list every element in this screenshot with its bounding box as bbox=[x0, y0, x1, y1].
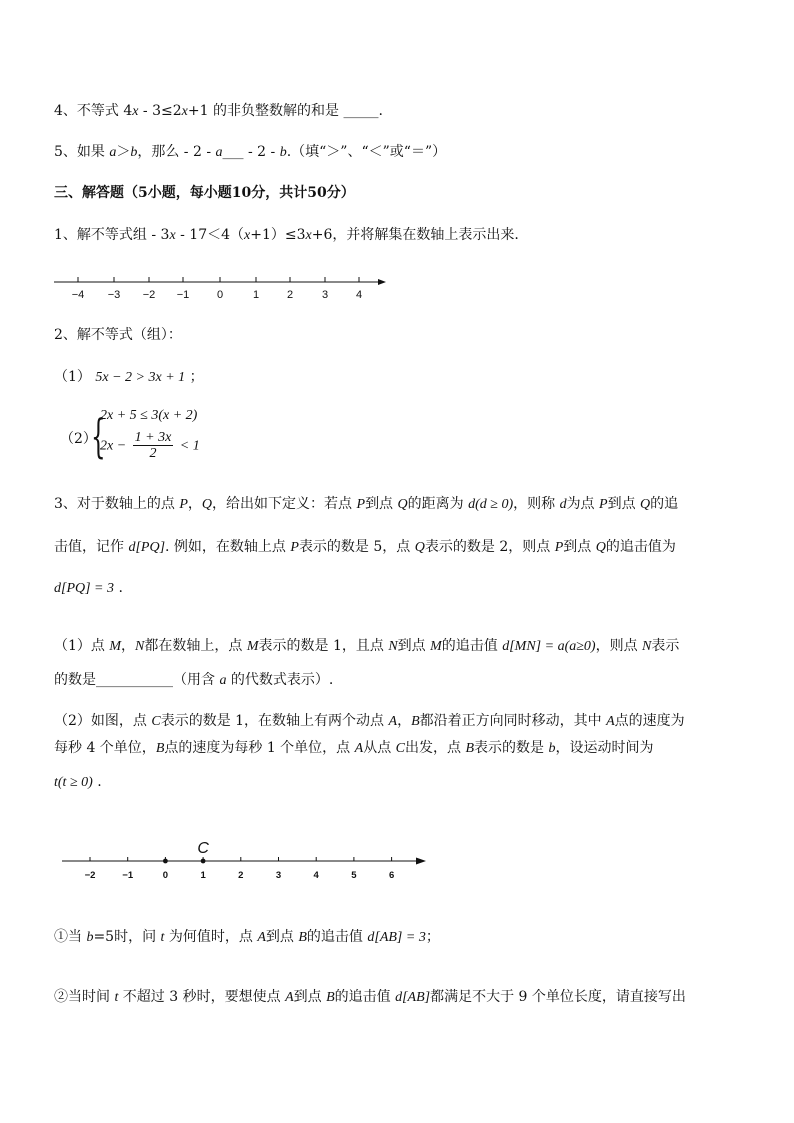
inequality-expression: 5x − 2 > 3x + 1 bbox=[95, 370, 186, 385]
var-A: A bbox=[354, 741, 364, 756]
problem-3-part-1-line-2 bbox=[54, 670, 333, 691]
text: 点的速度为每秒 1 个单位，点 bbox=[164, 740, 355, 756]
part-label: （1） bbox=[54, 369, 91, 385]
q4-text: - 3≤2 bbox=[138, 103, 182, 119]
text: ，则点 bbox=[595, 638, 643, 654]
text: 到点 bbox=[397, 638, 431, 654]
answer-blank: ___________ bbox=[96, 672, 173, 688]
text: . bbox=[92, 774, 102, 790]
text: 击值，记作 bbox=[54, 539, 129, 555]
system-row-2 bbox=[100, 430, 200, 461]
var-b: b bbox=[548, 741, 556, 756]
var-P: P bbox=[290, 540, 299, 555]
var-t: t bbox=[160, 930, 165, 945]
sub-question-2 bbox=[54, 987, 686, 1008]
q4-text: 4、不等式 4 bbox=[54, 103, 133, 119]
tick-label: −3 bbox=[107, 289, 121, 301]
text: 的追击值 bbox=[441, 638, 503, 654]
formula: d[PQ] = 3 bbox=[54, 581, 115, 596]
fraction bbox=[133, 430, 174, 461]
axis-arrow bbox=[378, 279, 386, 285]
var-x: x bbox=[244, 228, 251, 243]
text: ②当时间 bbox=[54, 989, 115, 1005]
text: 的追击值 bbox=[334, 989, 396, 1005]
var-d: d bbox=[559, 497, 567, 512]
var-P: P bbox=[554, 540, 564, 555]
problem-3-part-2-line-2 bbox=[54, 738, 653, 759]
var-P: P bbox=[599, 497, 608, 512]
text: 表示 bbox=[651, 638, 680, 654]
text: 的追击值 bbox=[306, 929, 368, 945]
problem-3-part-1-line-1 bbox=[54, 636, 679, 657]
point-label-c: C bbox=[197, 840, 209, 857]
text: 每秒 4 个单位， bbox=[54, 740, 156, 756]
p1-text: 1、解不等式组 - 3 bbox=[54, 227, 170, 243]
problem-1 bbox=[54, 225, 519, 246]
text: 表示的数是 5，点 bbox=[298, 539, 415, 555]
formula: d[AB] bbox=[395, 990, 431, 1005]
var-A: A bbox=[388, 714, 398, 729]
text: ，给出如下定义：若点 bbox=[212, 496, 357, 512]
problem-2-part-1 bbox=[54, 367, 204, 388]
problem-3-line-1 bbox=[54, 494, 678, 515]
var-b: b bbox=[86, 930, 94, 945]
var-x: x bbox=[132, 104, 139, 119]
var-B: B bbox=[465, 741, 475, 756]
var-N: N bbox=[135, 639, 145, 654]
var-Q: Q bbox=[397, 497, 408, 512]
tick-label: 2 bbox=[286, 289, 294, 301]
q5-text: 5、如果 bbox=[54, 144, 110, 160]
text: 到点 bbox=[365, 496, 398, 512]
var-a: a bbox=[215, 145, 223, 160]
system-brace: { bbox=[91, 409, 106, 463]
tick-label: −1 bbox=[176, 289, 190, 301]
problem-3-line-2 bbox=[54, 537, 676, 558]
text: 都在数轴上，点 bbox=[144, 638, 247, 654]
tick-label: −2 bbox=[142, 289, 156, 301]
var-P: P bbox=[179, 497, 188, 512]
number-line-2 bbox=[60, 832, 432, 888]
text: 的数是 bbox=[54, 672, 96, 688]
text: （2）如图，点 bbox=[54, 713, 152, 729]
text: 为何值时，点 bbox=[164, 929, 258, 945]
text: ， bbox=[187, 496, 202, 512]
text: 表示的数是 1，在数轴上有两个动点 bbox=[160, 713, 389, 729]
text: 都满足不大于 9 个单位长度，请直接写出 bbox=[430, 989, 686, 1005]
axis-arrow bbox=[416, 858, 426, 865]
text: 的代数式表示）. bbox=[226, 672, 334, 688]
text: 到点 bbox=[563, 539, 596, 555]
formula: d(d ≥ 0) bbox=[468, 497, 514, 512]
fraction-denominator: 2 bbox=[149, 446, 157, 461]
var-b: b bbox=[130, 145, 138, 160]
tick-label: 0 bbox=[162, 870, 169, 881]
formula: d[MN] = a(a≥0) bbox=[502, 639, 596, 654]
tick-label: 1 bbox=[200, 870, 206, 881]
p1-text: +6，并将解集在数轴上表示出来. bbox=[311, 227, 519, 243]
q4-text: . bbox=[378, 103, 383, 119]
point-dot bbox=[163, 859, 168, 864]
var-M: M bbox=[246, 639, 259, 654]
var-a: a bbox=[219, 673, 227, 688]
expr-part: < 1 bbox=[179, 438, 200, 454]
var-A: A bbox=[285, 990, 294, 1005]
text: 从点 bbox=[363, 740, 396, 756]
section-title: 三、解答题（5小题，每小题10分，共计50分） bbox=[54, 185, 355, 201]
var-t: t bbox=[114, 990, 119, 1005]
expr-part: 2x − bbox=[100, 438, 127, 454]
tick-label: −4 bbox=[71, 289, 85, 301]
text: ， bbox=[121, 638, 136, 654]
var-Q: Q bbox=[414, 540, 425, 555]
text: 出发，点 bbox=[405, 740, 466, 756]
var-B: B bbox=[298, 930, 307, 945]
p1-text: - 17＜4（ bbox=[175, 227, 245, 243]
tick-label: −2 bbox=[84, 870, 96, 881]
text: （1）点 bbox=[54, 638, 110, 654]
text: =5时，问 bbox=[93, 929, 161, 945]
var-B: B bbox=[326, 990, 335, 1005]
formula: d[PQ] bbox=[128, 540, 166, 555]
var-B: B bbox=[411, 714, 420, 729]
tick-label: −1 bbox=[122, 870, 134, 881]
text: ； bbox=[425, 929, 440, 945]
var-x: x bbox=[305, 228, 312, 243]
text: . 例如，在数轴上点 bbox=[165, 539, 291, 555]
text: 到点 bbox=[293, 989, 327, 1005]
text: ①当 bbox=[54, 929, 87, 945]
problem-3-part-2-line-1 bbox=[54, 711, 685, 732]
var-B: B bbox=[155, 741, 165, 756]
text: 为点 bbox=[566, 496, 600, 512]
text: 的追 bbox=[650, 496, 679, 512]
text: （用含 bbox=[173, 672, 220, 688]
var-x: x bbox=[169, 228, 176, 243]
text: 到点 bbox=[265, 929, 299, 945]
var-a: a bbox=[109, 145, 117, 160]
var-Q: Q bbox=[640, 497, 651, 512]
tick-label: 4 bbox=[313, 870, 319, 881]
formula: d[AB] = 3 bbox=[367, 930, 426, 945]
problem-3-line-3 bbox=[54, 578, 123, 599]
text: ，则称 bbox=[513, 496, 560, 512]
answer-blank: ___ bbox=[222, 144, 244, 160]
question-4 bbox=[54, 101, 383, 122]
text: 点的速度为 bbox=[614, 713, 685, 729]
q5-text: - 2 - bbox=[243, 144, 280, 160]
text: 到点 bbox=[607, 496, 641, 512]
problem-3-part-2-line-3 bbox=[54, 772, 102, 793]
var-A: A bbox=[257, 930, 266, 945]
text: 的追击值为 bbox=[605, 539, 676, 555]
p1-text: +1）≤3 bbox=[250, 227, 306, 243]
var-Q: Q bbox=[595, 540, 606, 555]
punctuation: ； bbox=[189, 369, 204, 385]
q5-text: ，那么 - 2 - bbox=[137, 144, 216, 160]
q5-text: ＞ bbox=[116, 144, 131, 160]
fraction-numerator: 1 + 3x bbox=[134, 430, 172, 445]
text: 不超过 3 秒时，要想使点 bbox=[118, 989, 286, 1005]
text: 的距离为 bbox=[407, 496, 469, 512]
point-dot bbox=[201, 859, 206, 864]
var-C: C bbox=[395, 741, 405, 756]
part-label: （2） bbox=[60, 431, 97, 447]
var-Q: Q bbox=[201, 497, 213, 512]
answer-blank: _____ bbox=[343, 103, 379, 119]
sub-question-1 bbox=[54, 927, 440, 948]
formula: t(t ≥ 0) bbox=[54, 775, 93, 790]
tick-label: 4 bbox=[355, 289, 363, 301]
var-N: N bbox=[642, 639, 652, 654]
tick-label: 6 bbox=[388, 870, 395, 881]
number-line-1 bbox=[50, 270, 395, 304]
question-5 bbox=[54, 142, 446, 163]
q5-text: .（填“＞”、“＜”或“＝”） bbox=[286, 144, 447, 160]
var-P: P bbox=[356, 497, 366, 512]
var-C: C bbox=[151, 714, 161, 729]
var-b: b bbox=[279, 145, 287, 160]
text: 表示的数是 1，且点 bbox=[258, 638, 389, 654]
tick-label: 3 bbox=[275, 870, 282, 881]
q4-text: +1 的非负整数解的和是 bbox=[187, 103, 344, 119]
var-M: M bbox=[109, 639, 122, 654]
tick-label: 5 bbox=[351, 870, 357, 881]
tick-label: 1 bbox=[252, 289, 260, 301]
tick-label: 3 bbox=[321, 289, 329, 301]
text: 表示的数是 2，则点 bbox=[424, 539, 555, 555]
tick-label: 0 bbox=[216, 289, 224, 301]
var-x: x bbox=[181, 104, 188, 119]
text: ，设运动时间为 bbox=[555, 740, 654, 756]
text: 3、对于数轴上的点 bbox=[54, 496, 180, 512]
system-row-1: 2x + 5 ≤ 3(x + 2) bbox=[100, 408, 198, 423]
text: 表示的数是 bbox=[474, 740, 549, 756]
var-A: A bbox=[606, 714, 615, 729]
text: . bbox=[114, 580, 123, 596]
text: 都沿着正方向同时移动，其中 bbox=[419, 713, 607, 729]
text: ， bbox=[397, 713, 412, 729]
var-N: N bbox=[388, 639, 398, 654]
problem-2-title: 2、解不等式（组）： bbox=[54, 327, 182, 343]
var-M: M bbox=[430, 639, 442, 654]
tick-label: 2 bbox=[238, 870, 244, 881]
